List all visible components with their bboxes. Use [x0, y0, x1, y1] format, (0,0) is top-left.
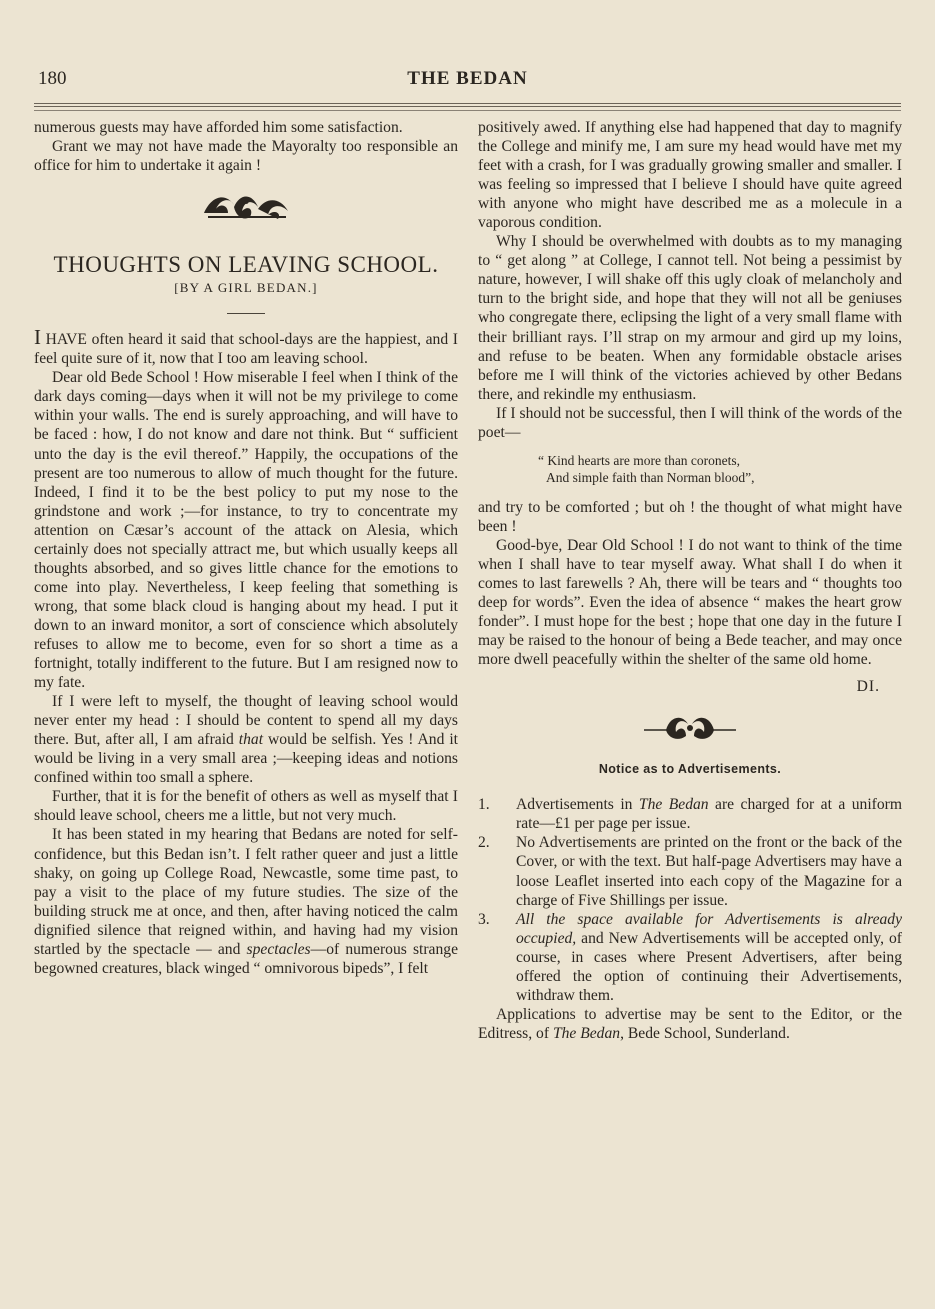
intro-paragraph-2: Grant we may not have made the Mayoralty too responsible an office for him to undertake it again ! [34, 138, 458, 175]
poem-line-1: “ Kind hearts are more than coronets, [538, 452, 741, 468]
notice-item: 2. No Advertisements are printed on the front or the back of the Cover, or with the text. But half-page Advertisers may have a loose Leaflet inserted into each copy of the Magazine for a charge of Five Shillings per issue. [478, 834, 902, 909]
title-rule [227, 313, 265, 314]
article-paragraph-1: I HAVE often heard it said that school-days are the happiest, and I feel quite sure of it, now that I too am leaving school. [34, 325, 458, 368]
header-double-rule [34, 103, 901, 107]
poem-line-2: And simple faith than Norman blood”, [546, 469, 755, 485]
fleuron-ornament-1 [34, 187, 458, 227]
left-column [34, 118, 458, 978]
article-paragraph-5: It has been stated in my hearing that Bedans are noted for self-confidence, but this Bedan isn’t. I felt rather queer and just a little shaky, on going up College Road, Newcastle, some time past, to pay a visit to the place of my future studies. The size of the building struck me at once, and then, after having noticed the calm dignified silence that reigned within, and having had my vision startled by the spectacle — and spectacles—of numerous strange begowned creatures, black winged “ omnivorous bipeds”, I felt [34, 826, 458, 977]
drop-cap: I [34, 325, 41, 350]
article-paragraph-10: Good-bye, Dear Old School ! I do not want to think of the time when I shall have to tear myself away. What shall I do when it comes to last farewells ? Ah, there will be tears and “ thoughts too deep for words”. Even the idea of absence “ makes the heart grow fonder”. I must hope for the best ; hope that one day in the future I may be raised to the honour of being a Bede teacher, and may once more dwell peacefully within the shelter of the same old home. [478, 536, 902, 669]
fleuron-ornament-2 [478, 708, 902, 748]
fleuron-icon [198, 187, 294, 227]
article-paragraph-7: Why I should be overwhelmed with doubts as to my managing to “ get along ” at College, I cannot tell. Not being a pessimist by nature, however, I will shake off this ugly cloak of melancholy and turn to the bright side, and hope that they will not all be geniuses who congregate there, eclipsing the light of a very small flame with their brilliant rays. I’ll strap on my armour and gird up my loins, and refuse to be beaten. When any formidable obstacle arises before me I will think of the victories achieved by other Bedans there, and rekindle my enthusiasm. [478, 233, 902, 403]
article-paragraph-4: Further, that it is for the benefit of others as well as myself that I should leave school, cheers me a little, but not very much. [34, 788, 458, 825]
notice-heading: Notice as to Advertisements. [598, 762, 782, 777]
notice-item: 1. Advertisements in The Bedan are charged for at a uniform rate—£1 per page per issue. [478, 796, 902, 833]
article-paragraph-8: If I should not be successful, then I will think of the words of the poet— [478, 404, 902, 441]
header-rule [34, 110, 901, 111]
article-title: THOUGHTS ON LEAVING SCHOOL. [53, 252, 439, 278]
notice-item: 3. All the space available for Advertisements is already occupied, and New Advertisements will be accepted only, of course, in cases where Present Advertisers, after being offered the option of continuing their Advertisements, withdraw them. [478, 910, 902, 1004]
page-number: 180 [38, 68, 67, 89]
article-paragraph-2: Dear old Bede School ! How miserable I feel when I think of the dark days coming—days when it will not be my privilege to come within your walls. The end is surely approaching, and will have to be faced : how, I do not know and dare not think. But “ sufficient unto the day is the evil thereof.” Happily, the occupations of the present are too numerous to allow of much thought for the future. Indeed, I find it to be the best policy to put my nose to the grindstone and work ;—for instance, to try to concentrate my attention on Cæsar’s account of the attack on Alesia, which certainly does not specially attract me, but which usually keeps all thoughts absorbed, and so gives little chance for the emotions to come into play. Nevertheless, I keep feeling that something is wrong, that some black cloud is hanging about my head. I put it down to an inward monitor, a sort of conscience which absolutely refuses to allow me to become, even for so short a time as a fortnight, totally indifferent to the future. But I am resigned now to my fate. [34, 369, 458, 692]
article-paragraph-3: If I were left to myself, the thought of leaving school would never enter my head : I should be content to spend all my days there. But, after all, I am afraid that would be selfish. Yes ! And it would be living in a very small area ;—keeping ideas and notions confined within too small a sphere. [34, 693, 458, 787]
intro-paragraph-1: numerous guests may have afforded him some satisfaction. [34, 119, 403, 136]
fleuron-icon [640, 708, 740, 748]
page-header [34, 68, 901, 92]
poem-quotation [538, 452, 902, 486]
right-column [478, 118, 902, 1043]
running-title: THE BEDAN [407, 68, 528, 89]
article-byline: [BY A GIRL BEDAN.] [174, 280, 318, 296]
notice-list [478, 795, 902, 1005]
closing-paragraph: Applications to advertise may be sent to the Editor, or the Editress, of The Bedan, Bede School, Sunderland. [478, 1005, 902, 1042]
author-signature: DI. [856, 678, 880, 696]
article-paragraph-9: and try to be comforted ; but oh ! the thought of what might have been ! [478, 498, 902, 535]
article-paragraph-6: positively awed. If anything else had happened that day to magnify the College and minify me, I am sure my head would have met my feet with a crash, for I was gradually growing smaller and smaller. I was feeling so impressed that I believe I should have quite agreed with anyone who might have described me as a molecule in a vaporous condition. [478, 119, 902, 232]
